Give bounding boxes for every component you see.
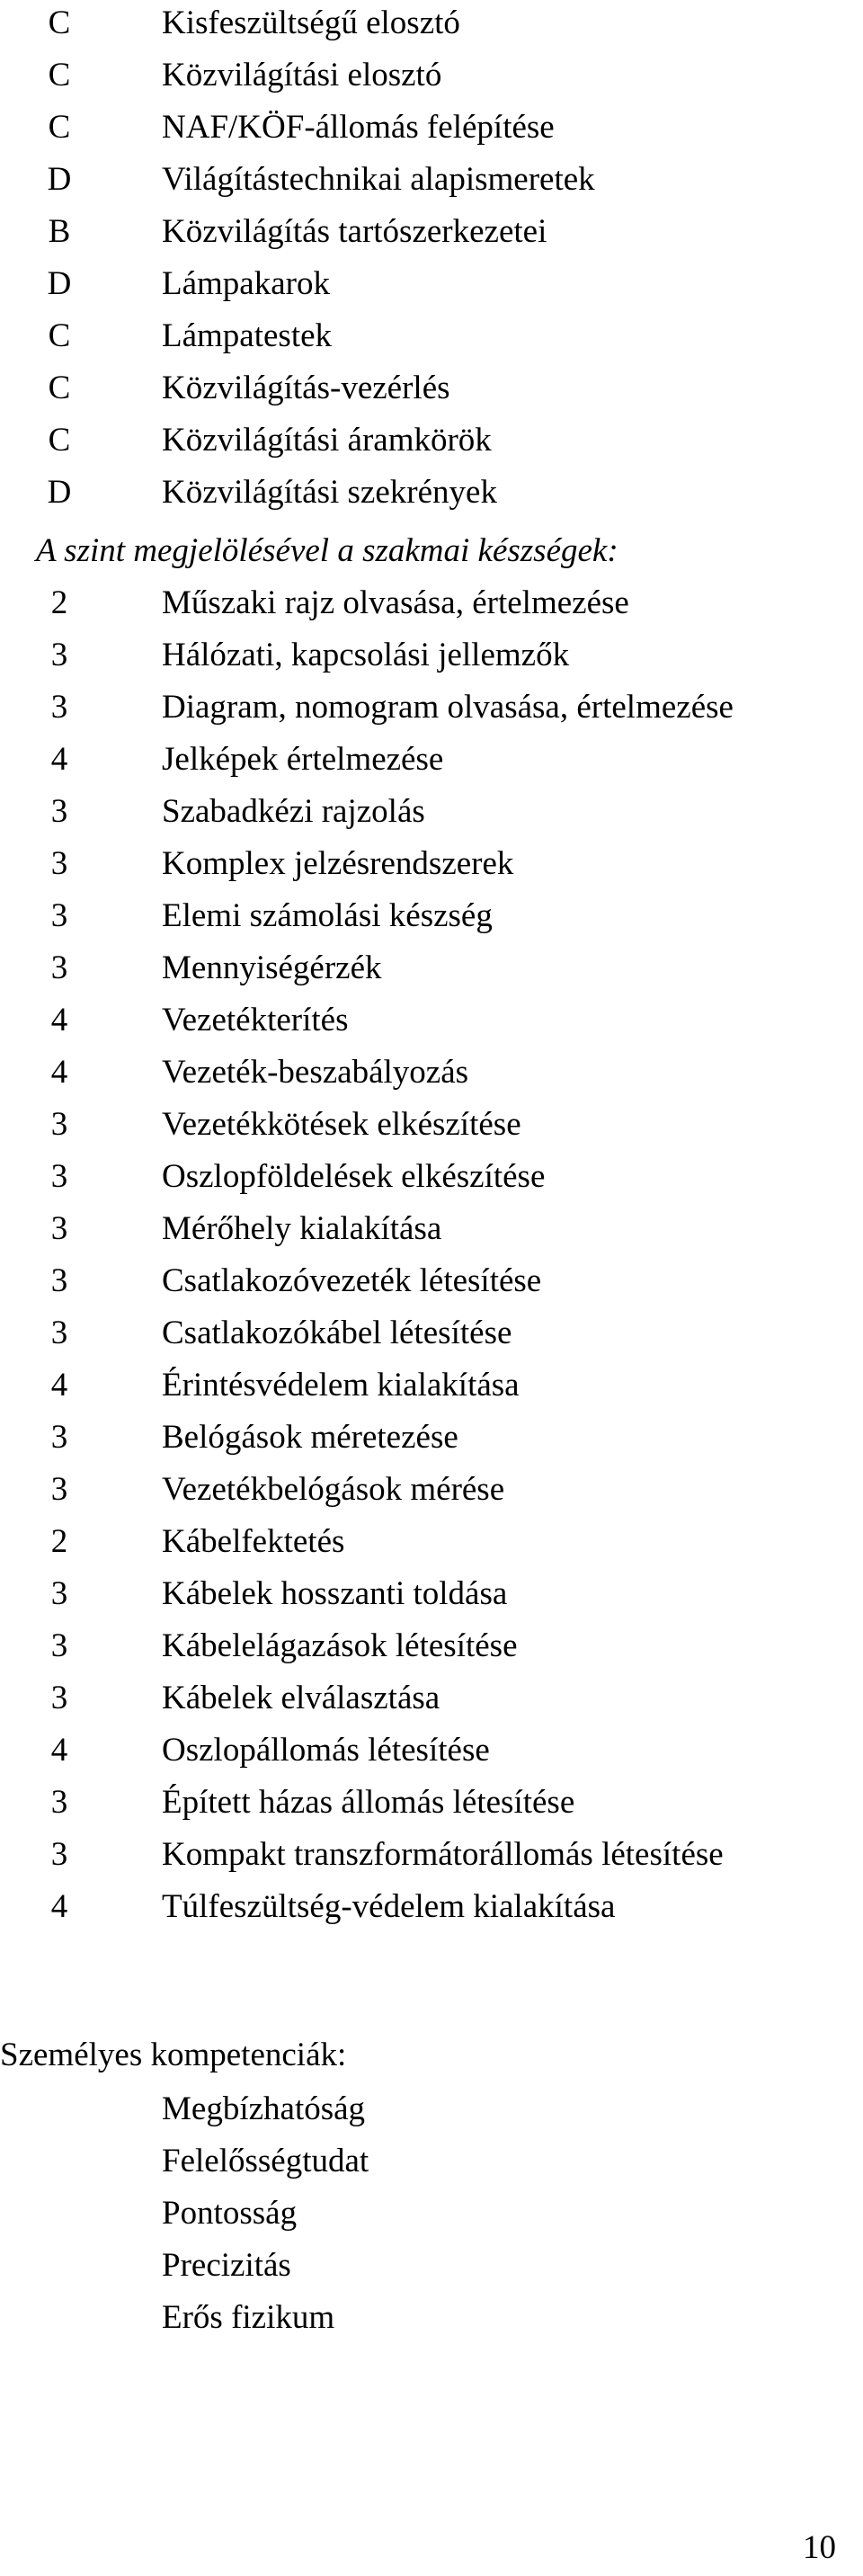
skill-label: Mennyiségérzék: [162, 949, 382, 986]
skill-label: Túlfeszültség-védelem kialakítása: [162, 1888, 616, 1925]
personal-competencies-list: [0, 2083, 863, 2344]
personal-competency-row: [0, 2188, 863, 2240]
skill-label: Kábelelágazások létesítése: [162, 1627, 518, 1664]
skill-label: Hálózati, kapcsolási jellemzők: [162, 637, 570, 673]
skill-row: [0, 942, 863, 994]
personal-competency-row: [0, 2292, 863, 2344]
knowledge-level: D: [47, 161, 72, 198]
skill-label: Épített házas állomás létesítése: [162, 1784, 575, 1821]
skill-label: Szabadkézi rajzolás: [162, 793, 425, 830]
knowledge-row: [0, 362, 863, 414]
knowledge-label: Közvilágítási elosztó: [162, 57, 442, 94]
knowledge-level: C: [48, 317, 71, 354]
knowledge-label: Közvilágítás tartószerkezetei: [162, 213, 547, 250]
skill-label: Érintésvédelem kialakítása: [162, 1367, 520, 1404]
skill-row: [0, 786, 863, 838]
skill-level: 3: [50, 793, 68, 830]
personal-competency-label: Erős fizikum: [162, 2299, 335, 2336]
personal-competency-label: Pontosság: [162, 2195, 298, 2232]
knowledge-row: [0, 310, 863, 362]
skill-level: 4: [50, 741, 68, 778]
knowledge-label: Közvilágítási szekrények: [162, 474, 497, 511]
skill-label: Oszlopföldelések elkészítése: [162, 1158, 546, 1195]
skill-label: Vezetékkötések elkészítése: [162, 1106, 521, 1143]
skill-level: 3: [50, 845, 68, 882]
skill-row: [0, 682, 863, 734]
skills-heading: A szint megjelölésével a szakmai készségek:: [36, 532, 618, 569]
skill-row: [0, 1725, 863, 1777]
knowledge-label: Lámpakarok: [162, 265, 330, 302]
skill-level: 3: [50, 1836, 68, 1873]
skill-row: [0, 890, 863, 942]
skill-row: [0, 1151, 863, 1203]
skill-level: 4: [50, 1002, 68, 1038]
skill-label: Csatlakozókábel létesítése: [162, 1315, 512, 1351]
skill-row: [0, 1412, 863, 1464]
skill-level: 3: [50, 1419, 68, 1456]
skill-row: [0, 1307, 863, 1359]
knowledge-label: Lámpatestek: [162, 317, 333, 354]
knowledge-level: B: [48, 213, 71, 250]
knowledge-level: C: [48, 422, 71, 459]
knowledge-row: [0, 206, 863, 258]
skill-row: [0, 1568, 863, 1620]
knowledge-row: [0, 414, 863, 467]
skill-level: 3: [50, 1315, 68, 1351]
skill-level: 3: [50, 637, 68, 673]
skill-level: 3: [50, 1471, 68, 1508]
skill-row: [0, 629, 863, 682]
skill-label: Jelképek értelmezése: [162, 741, 444, 778]
knowledge-label: Közvilágítás-vezérlés: [162, 370, 450, 406]
skill-row: [0, 1099, 863, 1151]
skill-level: 3: [50, 897, 68, 934]
knowledge-level: C: [48, 4, 71, 41]
knowledge-label: Kisfeszültségű elosztó: [162, 4, 460, 41]
skill-level: 4: [50, 1367, 68, 1404]
skill-label: Kábelek elválasztása: [162, 1680, 440, 1716]
skill-label: Komplex jelzésrendszerek: [162, 845, 514, 882]
skill-level: 4: [50, 1888, 68, 1925]
knowledge-level: D: [47, 474, 72, 511]
skill-row: [0, 1672, 863, 1725]
skill-label: Oszlopállomás létesítése: [162, 1732, 490, 1769]
knowledge-row: [0, 154, 863, 206]
skill-row: [0, 1881, 863, 1933]
skill-level: 2: [50, 584, 68, 621]
skill-level: 3: [50, 949, 68, 986]
skill-row: [0, 1777, 863, 1829]
skill-row: [0, 577, 863, 629]
knowledge-label: Világítástechnikai alapismeretek: [162, 161, 595, 198]
skill-label: Vezetékterítés: [162, 1002, 349, 1038]
skill-label: Elemi számolási készség: [162, 897, 493, 934]
knowledge-level: C: [48, 109, 71, 146]
skill-row: [0, 838, 863, 890]
knowledge-row: [0, 258, 863, 310]
skill-level: 3: [50, 1627, 68, 1664]
skill-level: 3: [50, 1262, 68, 1299]
skill-row: [0, 734, 863, 786]
knowledge-label: Közvilágítási áramkörök: [162, 422, 492, 459]
skills-list: [0, 577, 863, 1933]
skill-label: Kábelfektetés: [162, 1523, 345, 1560]
knowledge-row: [0, 467, 863, 519]
skill-label: Kábelek hosszanti toldása: [162, 1575, 508, 1612]
personal-competency-label: Felelősségtudat: [162, 2143, 369, 2179]
skill-row: [0, 1203, 863, 1255]
skill-label: Műszaki rajz olvasása, értelmezése: [162, 584, 629, 621]
knowledge-level: D: [47, 265, 72, 302]
skill-level: 3: [50, 1106, 68, 1143]
knowledge-level: C: [48, 57, 71, 94]
knowledge-row: [0, 49, 863, 102]
knowledge-list: [0, 0, 863, 519]
skill-label: Kompakt transzformátorállomás létesítése: [162, 1836, 724, 1873]
skill-label: Mérőhely kialakítása: [162, 1210, 442, 1247]
personal-competency-label: Precizitás: [162, 2247, 291, 2284]
skill-level: 3: [50, 1210, 68, 1247]
skill-level: 3: [50, 1158, 68, 1195]
skill-level: 4: [50, 1732, 68, 1769]
personal-competency-row: [0, 2135, 863, 2188]
skill-label: Vezetékbelógások mérése: [162, 1471, 505, 1508]
skill-row: [0, 1255, 863, 1307]
skill-level: 3: [50, 1680, 68, 1716]
skill-label: Vezeték-beszabályozás: [162, 1054, 469, 1091]
personal-competency-label: Megbízhatóság: [162, 2090, 366, 2127]
skill-row: [0, 1516, 863, 1568]
skill-row: [0, 1829, 863, 1881]
skill-level: 3: [50, 1784, 68, 1821]
skill-label: Csatlakozóvezeték létesítése: [162, 1262, 542, 1299]
personal-competency-row: [0, 2240, 863, 2292]
skill-level: 3: [50, 1575, 68, 1612]
personal-competency-row: [0, 2083, 863, 2135]
skill-label: Belógások méretezése: [162, 1419, 458, 1456]
skill-row: [0, 1359, 863, 1412]
knowledge-level: C: [48, 370, 71, 406]
skill-row: [0, 994, 863, 1047]
personal-competencies-heading: Személyes kompetenciák:: [0, 2037, 347, 2073]
skill-row: [0, 1464, 863, 1516]
skill-row: [0, 1620, 863, 1672]
skill-label: Diagram, nomogram olvasása, értelmezése: [162, 689, 734, 726]
skill-level: 3: [50, 689, 68, 726]
skill-level: 2: [50, 1523, 68, 1560]
skill-level: 4: [50, 1054, 68, 1091]
page-number: 10: [803, 2529, 836, 2566]
skill-row: [0, 1047, 863, 1099]
knowledge-row: [0, 0, 863, 49]
knowledge-label: NAF/KÖF-állomás felépítése: [162, 109, 555, 146]
knowledge-row: [0, 102, 863, 154]
